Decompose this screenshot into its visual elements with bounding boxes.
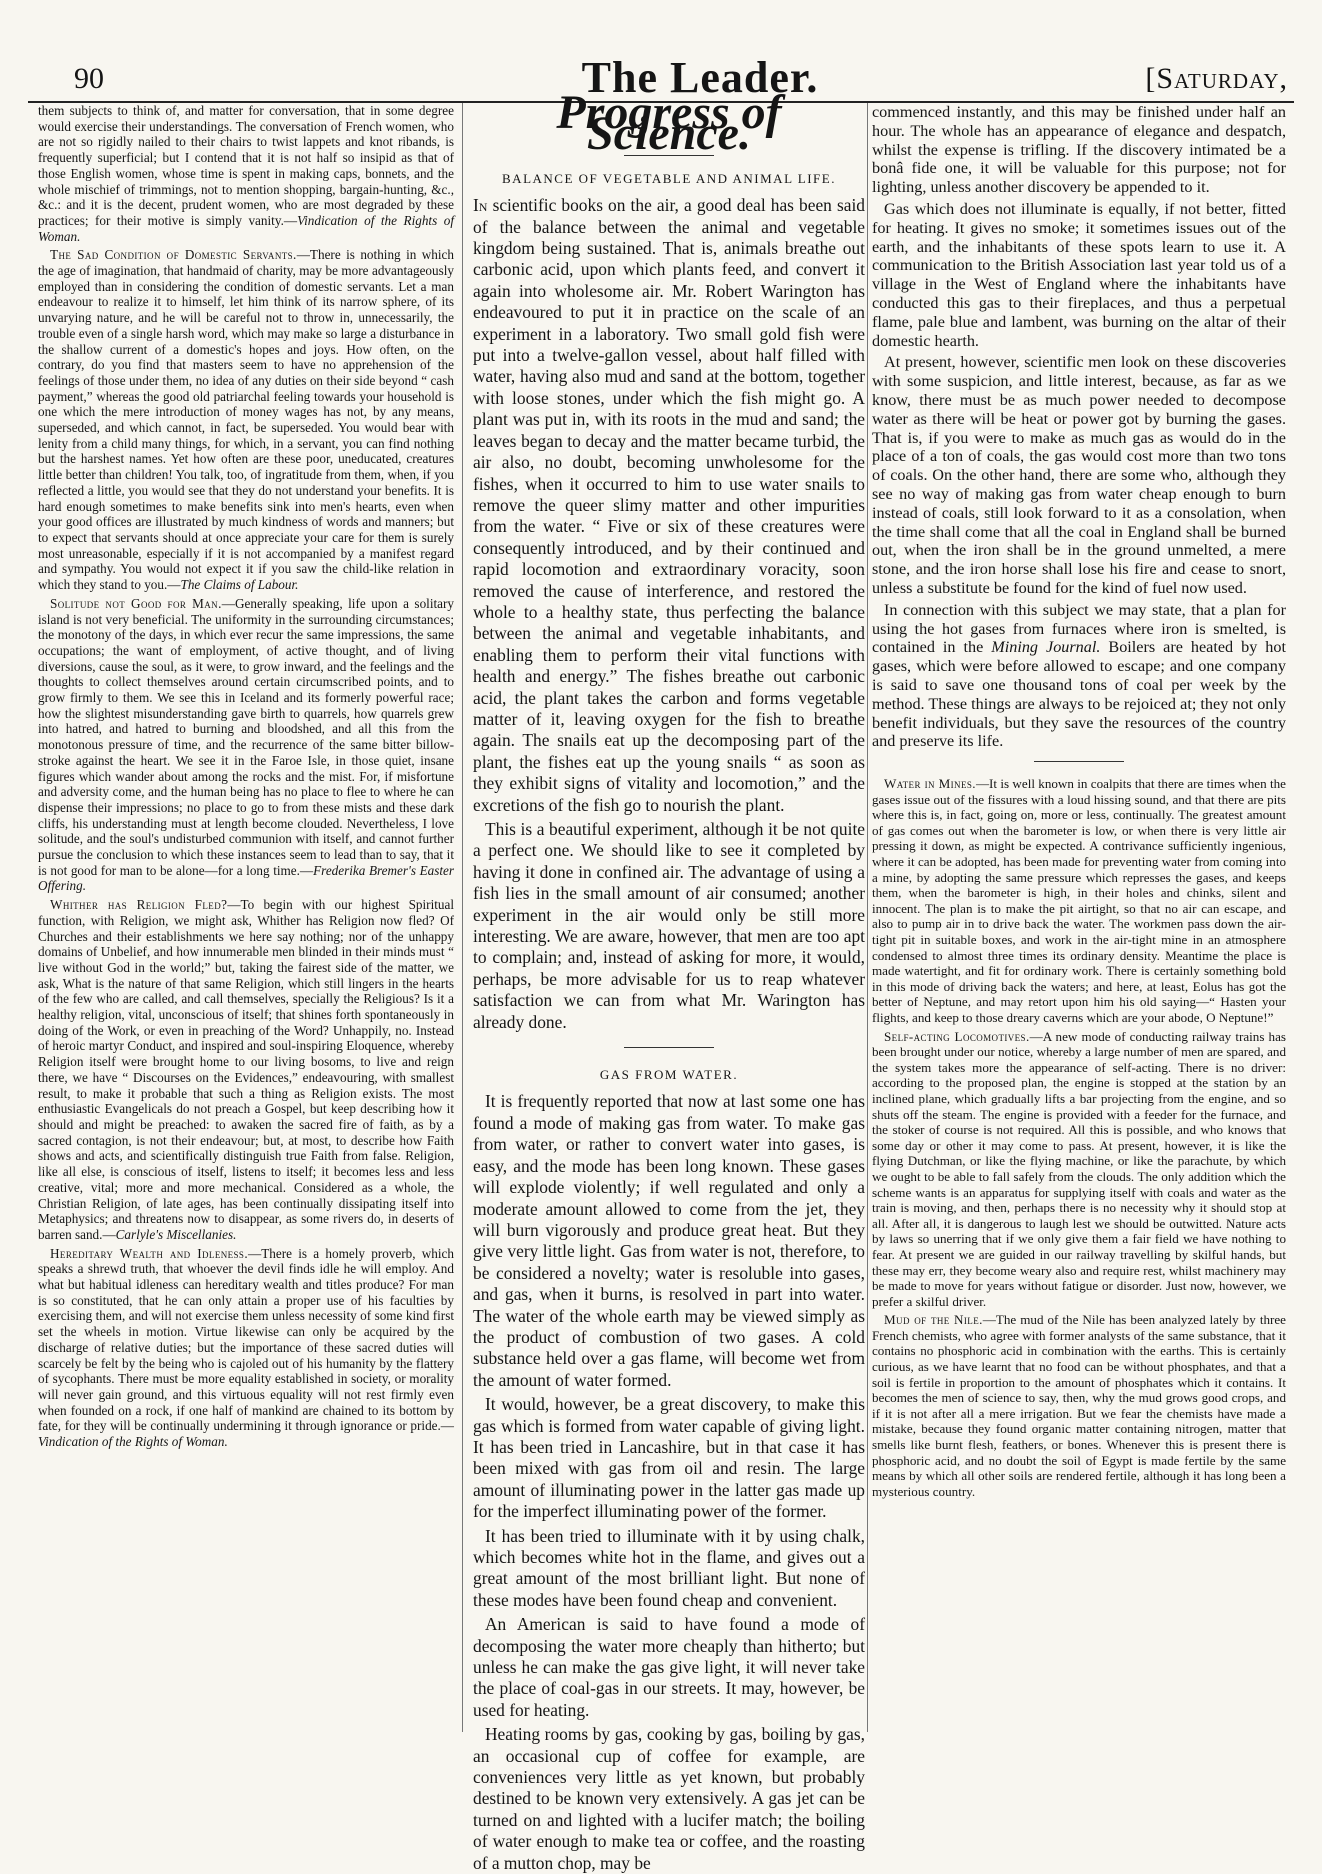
section-title: Progress of Science. [556, 86, 782, 161]
paragraph: Gas which does not illuminate is equally, if not better, fitted for heating. It gives no smoke; it sometimes issues out of the earth, and the inhabitants of these spots learn to use it. A communication to the British Association last year told us of a village in the West of England where the inhabitants have conducted this gas to their fireplaces, and thus a perpetual flame, pale blue and lambent, was burning on the altar of their domestic hearth. [872, 199, 1286, 350]
header-date: [Saturday, [1145, 62, 1288, 95]
paragraph: Self-acting Locomotives.—A new mode of conducting railway trains has been brought under our notice, whereby a large number of men are spared, and the system takes more the appearance of self-acting. There is no driver: according to the proposed plan, the engine is stopped at the station by an inclined plane, which gradually lifts a bar projecting from the engine, and so shuts off the steam. The engine is provided with a feeder for the furnace, and the stoker of course is not required. All this is possible, and who knows that some day or other it may come to pass. At present, however, it is like the flying Dutchman, or like the flying machine, or like the parachute, by which we ought to be able to fall safely from the clouds. The only addition which the scheme wants is an apparatus for supplying itself with coals and water as the train is moving, and then, perhaps there is no necessity why it should stop at all. After all, it is dangerous to laugh lest we should be outwitted. Nature acts by laws so unerring that if we only give them a fair field we have nothing to fear. At present we are guided in our railway travelling by skilful hands, but these may err, they become weary also and require rest, whilst machinery may be made to move for years without fatigue or disorder. Just now, however, we prefer a skilful driver. [872, 1028, 1286, 1309]
paragraph-lead: The Sad Condition of Domestic Servants. [50, 247, 297, 263]
paragraph: It has been tried to illuminate with it by using chalk, which becomes white hot in the flame, and gives out a great amount of the most brilliant light. But none of these modes have been found cheap and convenient. [473, 1525, 865, 1610]
paragraph-lead: Water in Mines. [884, 776, 976, 792]
paragraph: Mud of the Nile.—The mud of the Nile has been analyzed lately by three French chemists, who agree with former analysts of the same substance, that it contains no phosphoric acid in combination with the earths. This is certainly curious, as we have learnt that no food can be without phosphates, and that a soil is fertile in proportion to the amount of phosphates which it contains. It becomes the men of science to say, then, why the mud grows good crops, and if it is not after all a mere irrigation. But we fear the chemists have made a mistake, because they found organic matter containing nitrogen, matter that smells like burnt flesh, feathers, or bones. Whenever this is present there is phosphoric acid, and no doubt the soil of Egypt is made fertile by the same means by which all other soils are rendered fertile, although it has long been a mysterious country. [872, 1312, 1286, 1499]
masthead: The Leader. [581, 53, 819, 102]
paragraph: Whither has Religion Fled?—To begin with our highest Spiritual function, with Religion, we might ask, Whither has Religion now fled? Of Churches and their establishments we here say nothing; nor of the unhappy domains of Unbelief, and how innumerable men blinded in their minds must “ live without God in the world;” but, taking the fairest side of the matter, we ask, What is the nature of that same Religion, which still lingers in the hearts of the few who are called, and call themselves, specially the Religious? Is it a healthy religion, vital, unconscious of itself; that shines forth spontaneously in doing of the Work, or even in preaching of the Word? Unhappily, no. Instead of heroic martyr Conduct, and inspired and soul-inspiring Eloquence, whereby Religion itself were brought home to our living bosoms, to live and reign there, we have “ Discourses on the Evidences,” endeavouring, with smallest result, to make it probable that such a thing as Religion exists. The most enthusiastic Evangelicals do not preach a Gospel, but keep describing how it should and might be preached: to awaken the sacred fire of faith, as by a sacred contagion, is not their endeavour; but, at most, to describe how Faith shows and acts, and scientifically distinguish true Faith from false. Religion, like all else, is conscious of itself, listens to itself; it becomes less and less creative, vital; more and more mechanical. Considered as a whole, the Christian Religion, of late ages, has been continually dissipating itself into Metaphysics; and threatens now to disappear, as some rivers do, in deserts of barren sand.—Carlyle's Miscellanies. [38, 897, 455, 1242]
paragraph: It would, however, be a great discovery, to make this gas which is formed from water capable of giving light. It has been tried in Lancashire, but in that case it has been mixed with gas from oil and resin. The large amount of illuminating power in the latter gas made up for the imperfect illuminating power of the former. [473, 1394, 865, 1522]
article-title: GAS FROM WATER. [599, 1067, 739, 1083]
paragraph: Hereditary Wealth and Idleness.—There is a homely proverb, which speaks a shrewd truth, that whoever the devil finds idle he will employ. And what but habitual idleness can hereditary wealth and titles produce? For man is so constituted, that he can only attain a proper use of his faculties by exercising them, and will not exercise them unless necessity of some kind first set the wheels in motion. Virtue likewise can only be acquired by the discharge of relative duties; but the importance of these sacred duties will scarcely be felt by the being who is cajoled out of his humanity by the flattery of sycophants. There must be more equality established in society, or morality will never gain ground, and this virtuous equality will not rest firmly even when founded on a rock, if one half of mankind are chained to its bottom by fate, for they will be continually undermining it through ignorance or pride.—Vindication of the Rights of Woman. [38, 1245, 455, 1450]
article-divider [1034, 761, 1124, 762]
column-middle [473, 86, 865, 1873]
paragraph-lead: Solitude not Good for Man. [50, 595, 222, 611]
paragraph-lead: Hereditary Wealth and Idleness. [50, 1245, 249, 1261]
paragraph-lead: Self-acting Locomotives. [884, 1028, 1030, 1044]
paragraph: In connection with this subject we may state, that a plan for using the hot gases from furnaces where iron is smelted, is contained in the Mining Journal. Boilers are heated by hot gases, which were before allowed to escape; and one company is said to save one thousand tons of coal per week by the method. These things are always to be rejoiced at; they not only benefit individuals, but they save the resources of the country and preserve its life. [872, 600, 1286, 751]
paragraph-lead: Mud of the Nile. [884, 1312, 983, 1328]
paragraph: them subjects to think of, and matter for conversation, that in some degree would exercise their understandings. The conversation of French women, who are not so rigidly nailed to their chairs to twist lappets and knot ribands, is frequently superficial; but I contend that it is not half so insipid as that of those English women, whose time is spent in making caps, bonnets, and the whole mischief of trimmings, not to mention shopping, bargain-hunting, &c., &c.: and it is the decent, prudent women, who are most degraded by these practices; for their motive is simply vanity.—Vindication of the Rights of Woman. [38, 103, 454, 244]
paragraph: At present, however, scientific men look on these discoveries with some suspicion, and little interest, because, as far as we know, there must be as much power needed to decompose water as there will be heat or power got by burning the gases. That is, if you were to make as much gas as would do in the place of a ton of coals, the gas would cost more than two tons of coals. On the other hand, there are some who, although they see no way of making gas from water cheap enough to burn instead of coals, still look forward to it as a consolation, when the time shall come that all the coal in England shall be burned out, when the iron shall be in the ground unmelted, a mere stone, and the iron horse shall lose his fire and cease to snort, unless a substitute be found for the kind of fuel now used. [872, 353, 1286, 597]
paragraph: The Sad Condition of Domestic Servants.—There is nothing in which the age of imagination, that handmaid of charity, may be more advantageously employed than in considering the condition of domestic servants. Let a man endeavour to realize it to himself, let him think of its narrow sphere, of its unvarying nature, and he will be careful not to throw in, unnecessarily, the trouble even of a single harsh word, which may make so large a disturbance in the shallow current of a domestic's hopes and joys. How often, on the contrary, do you find that masters seem to have no apprehension of the feelings of those under them, no idea of any duties on their side beyond “ cash payment,” whereas the good old patriarchal feeling towards your household is one which the mere introduction of money wages has not, by any means, superseded, and which cannot, in fact, be superseded. You would bear with lenity from a child many things, for which, in a servant, you can find nothing but the harshest names. Yet how often are these poor, uneducated, creatures little better than children! You talk, too, of ingratitude from them, when, if you reflected a little, you would see that they do not understand your benefits. It is hard enough sometimes to make benefits sink into men's hearts, even when your good offices are illustrated by much kindness of words and manners; but to expect that servants should at once appreciate your care for them is surely most unreasonable, especially if it is not accompanied by a manifest regard and sympathy. You would not expect it if you saw the child-like relation in which they stand to you.—The Claims of Labour. [38, 247, 454, 593]
paragraph: It is frequently reported that now at last some one has found a mode of making gas from water. To make gas from water, or rather to convert water into gases, is easy, and the mode has been long known. These gases will explode violently; if well regulated and only a moderate amount allowed to come from the jet, they will burn vigorously and produce great heat. But they give very little light. Gas from water is not, therefore, to be considered a novelty; water is resoluble into gases, and gas, when it burns, is resolved in part into water. The water of the whole earth may be viewed simply as the product of combustion of two gases. A cold substance held over a gas flame, will become wet from the amount of water formed. [473, 1091, 865, 1390]
column-rule-2 [867, 103, 868, 1732]
column-rule-1 [462, 103, 463, 1732]
paragraph: commenced instantly, and this may be finished under half an hour. The whole has an appearance of elegance and despatch, whilst the expense is trifling. If the discovery intimated be a bonâ fide one, it will be valuable for this purpose; not for lighting, unless another discovery be appended to it. [872, 103, 1286, 197]
paragraph: Water in Mines.—It is well known in coalpits that there are times when the gases issue out of the fissures with a loud hissing sound, and that there are pits where this is, in fact, going on, more or less, continually. The greatest amount of gas comes out when the barometer is low, or when there is very little air pressing it down, as might be expected. A contrivance sufficiently ingenious, where it can be adopted, has been made for preventing water from coming into a mine, by adopting the same pressure which represses the gases, and keeps them, when the barometer is high, in their holes and chinks, silent and innocent. The plan is to make the pit airtight, so that no air can escape, and also to pump air in to drive back the water. The workmen pass down the air-tight pit in suitable boxes, and work in the air-tight mine in an atmosphere condensed to almost three times its ordinary density. Meantime the place is made watertight, and fit for ordinary work. There is certainly something bold in this mode of driving back the waters; and here, at least, Eolus has got the better of Neptune, and may retort upon him his old saying—“ Hasten your flights, and keep to those dreary caverns which are your abode, O Neptune!” [872, 776, 1286, 1025]
article-divider [624, 1047, 714, 1048]
paragraph-lead: Whither has Religion Fled? [50, 897, 228, 913]
paragraph: Solitude not Good for Man.—Generally speaking, life upon a solitary island is not very beneficial. The uniformity in the surrounding circumstances; the monotony of the days, in which ever recur the same impressions, the same occupations; the want of employment, of active thought, and of living diversions, cause the soul, as it were, to grow inward, and the feelings and the thoughts to collect themselves around certain circumscribed points, and to grow firmly to them. We see this in Iceland and its formerly powerful race; how the slightest misunderstanding gave birth to quarrels, how quarrels grew into hatred, and hatred to burning and bloodshed, and all this from the monotonous pressure of time, and the recurrence of the same bitter billow-stroke against the heart. We see it in the Faroe Isle, in those quiet, insane figures which wander about among the rocks and the mist. For, if misfortune and adversity come, and the human being has no place to flee to where he can dispense their impressions; no place to go to from these mists and these dark cliffs, his understanding must at length become clouded. Nevertheless, I love solitude, and the soul's undisturbed communion with itself, and cannot further pursue the conclusion to which these instances seem to lead than to say, that it is not good for man to be alone—for a long time.—Frederika Bremer's Easter Offering. [38, 595, 455, 894]
paragraph: An American is said to have found a mode of decomposing the water more cheaply than hitherto; but unless he can make the gas give light, it will never take the place of coal-gas in our streets. It may, however, be used for heating. [473, 1614, 865, 1720]
column-left [38, 103, 454, 1731]
page-number: 90 [74, 62, 104, 95]
article-title: BALANCE OF VEGETABLE AND ANIMAL LIFE. [502, 170, 836, 186]
column-right [872, 103, 1286, 1733]
paragraph: This is a beautiful experiment, although it be not quite a perfect one. We should like to see it completed by having it done in confined air. The advantage of using a fish lies in the small amount of air consumed; another experiment in the air would only be still more interesting. We are aware, however, that men are too apt to complain; and, instead of asking for more, it would, perhaps, be more advisable for us to reap whatever satisfaction we can from what Mr. Warington has already done. [473, 819, 865, 1032]
paragraph: In scientific books on the air, a good deal has been said of the balance between the animal and vegetable kingdom being sustained. That is, animals breathe out carbonic acid, upon which plants feed, and convert it again into wholesome air. Mr. Robert Warington has endeavoured to put it in practice on the scale of an experiment in a laboratory. Two small gold fish were put into a twelve-gallon vessel, about half filled with water, having also mud and sand at the bottom, together with loose stones, under which the fish might go. A plant was put in, with its roots in the mud and sand; the leaves began to decay and the matter became turbid, the air also, no doubt, becoming unwholesome for the fishes, when it occurred to him to use water snails to remove the queer slimy matter and other impurities from the water. “ Five or six of these creatures were consequently introduced, and by their continued and rapid locomotion and extraordinary voracity, soon removed the cause of interference, and restored the whole to a healthy state, thus perfecting the balance between the animal and vegetable inhabitants, and enabling them to perform their vital functions with health and energy.” The fishes breathe out carbonic acid, the plant takes the carbon and forms vegetable matter of it, leaving oxygen for the fish to breathe again. The snails eat up the decomposing part of the plant, the fishes eat up the young snails “ as soon as they exhibit signs of vitality and locomotion,” and the excretions of the fish go to nourish the plant. [473, 195, 865, 815]
paragraph: Heating rooms by gas, cooking by gas, boiling by gas, an occasional cup of coffee for example, are conveniences very little as yet known, but probably destined to be known very extensively. A gas jet can be turned on and lighted with a lucifer match; the boiling of water enough to make tea or coffee, and the roasting of a mutton chop, may be [473, 1724, 865, 1873]
